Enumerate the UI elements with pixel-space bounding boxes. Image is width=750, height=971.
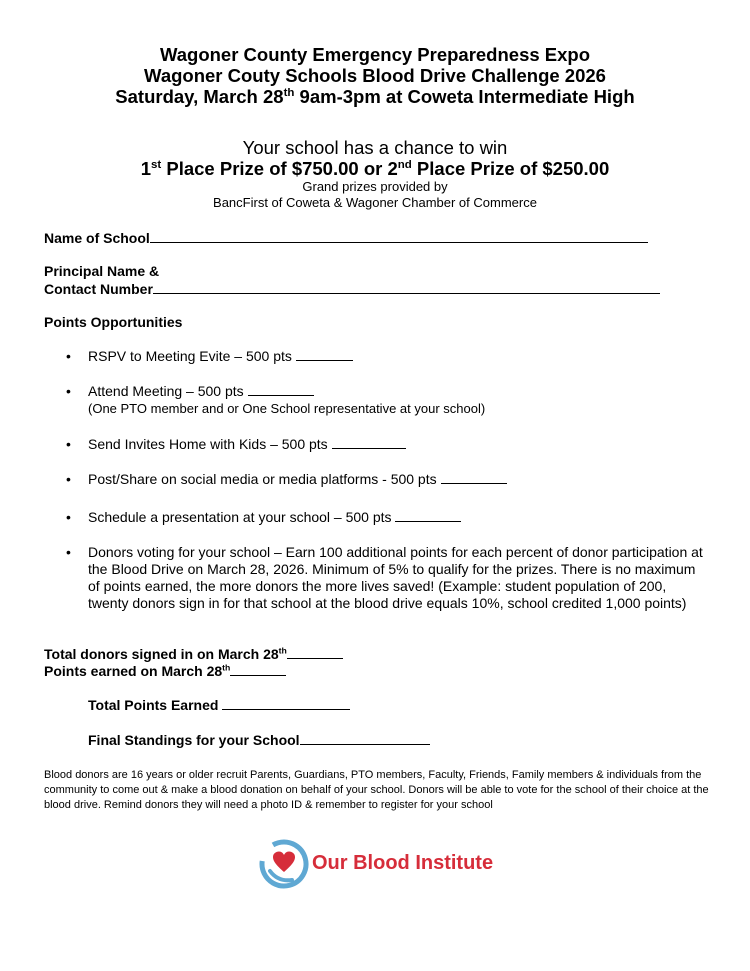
heart-hands-icon xyxy=(258,838,310,890)
event-title: Wagoner County Emergency Preparedness Expo xyxy=(159,44,591,65)
prize-sponsor-lead: Grand prizes provided by xyxy=(302,179,448,194)
attend-meeting-note: (One PTO member and or One School representative at your school) xyxy=(88,401,486,416)
event-date-location: Saturday, March 28th 9am-3pm at Coweta Intermediate High xyxy=(115,86,635,107)
final-standings-line[interactable] xyxy=(300,731,430,745)
total-donors-field: Total donors signed in on March 28th xyxy=(44,645,343,663)
bullet-icon: • xyxy=(66,348,71,364)
prize-sponsors: BancFirst of Coweta & Wagoner Chamber of Commerce xyxy=(213,195,537,210)
flyer-page: Wagoner County Emergency Preparedness Expo Wagoner Couty Schools Blood Drive Challenge 2026 Saturday, March 28th 9am-3pm at Coweta Intermediate High Your school has a chance to win 1st Place Prize of $750.00 or 2nd Place Prize of $250.00 Grand prizes provided by BancFirst of Coweta & Wagoner Chamber of Commerce Name of School Principal Name & Contact Number Points Opportunities • RSPV to Meeting Evite – 500 pts • Attend Meeting – 500 pts (One PTO member and or One School representative at your school) • Send Invites Home with Kids – 500 pts • Post/Share on social media or media platforms - 500 pts • Schedule a presentation at your school – 500 pts • Donors voting for your school – Earn 100 additional points for each percent of donor participation at the Blood Drive on March 28, 2026. Minimum of 5% to qualify for the prizes. There is no maximum of points earned, the more donors the more lives saved! (Example: student population of 200, twenty donors sign in for that school at the blood drive equals 10%, school credited 1,000 points) Total donors signed in on March 28th Points earned on March 28th Total Points Earned Final Standings for your School Blood donors are 16 years or older recruit Parents, Guardians, PTO members, Faculty, Friends, Family members & individuals from the community to come out & make a blood donation on behalf of your school. Donors will be able to vote for the school of their choice at the blood drive. Remind donors they will need a photo ID & remember to register for your school Our Blood Institute xyxy=(0,0,750,971)
final-standings-field: Final Standings for your School xyxy=(88,731,430,749)
total-points-line[interactable] xyxy=(222,696,350,710)
prize-amounts: 1st Place Prize of $750.00 or 2nd Place Prize of $250.00 xyxy=(140,158,610,179)
points-blank[interactable] xyxy=(395,509,461,522)
points-earned-line[interactable] xyxy=(230,662,286,676)
bullet-icon: • xyxy=(66,471,71,487)
school-name-label: Name of School xyxy=(44,230,150,246)
points-blank[interactable] xyxy=(248,383,314,396)
contact-label: Contact Number xyxy=(44,281,153,297)
donor-eligibility-note: Blood donors are 16 years or older recruit Parents, Guardians, PTO members, Faculty, Friends, Family members & individuals from the community to come out & make a blood donation on behalf of your school. Donors will be able to vote for the school of their choice at the blood drive. Remind donors they will need a photo ID & remember to register for your school xyxy=(44,769,709,811)
points-blank[interactable] xyxy=(441,471,507,484)
bullet-icon: • xyxy=(66,544,71,560)
points-blank[interactable] xyxy=(296,348,353,361)
total-points-field: Total Points Earned xyxy=(88,696,350,714)
principal-contact-field xyxy=(44,263,660,298)
points-title: Points Opportunities xyxy=(44,314,183,330)
principal-label: Principal Name & xyxy=(44,263,160,279)
points-blank[interactable] xyxy=(332,436,406,449)
total-donors-line[interactable] xyxy=(287,645,343,659)
points-earned-field: Points earned on March 28th xyxy=(44,662,286,680)
bullet-icon: • xyxy=(66,509,71,525)
prize-lead: Your school has a chance to win xyxy=(242,137,508,158)
logo-text: Our Blood Institute xyxy=(312,852,494,874)
school-name-line[interactable] xyxy=(150,229,648,243)
our-blood-institute-logo xyxy=(258,836,498,896)
school-name-field xyxy=(44,229,648,247)
event-header xyxy=(0,44,750,107)
bullet-icon: • xyxy=(66,383,71,399)
challenge-title: Wagoner Couty Schools Blood Drive Challenge 2026 xyxy=(144,65,606,86)
contact-line[interactable] xyxy=(153,280,660,294)
prize-intro xyxy=(0,137,750,211)
bullet-icon: • xyxy=(66,436,71,452)
